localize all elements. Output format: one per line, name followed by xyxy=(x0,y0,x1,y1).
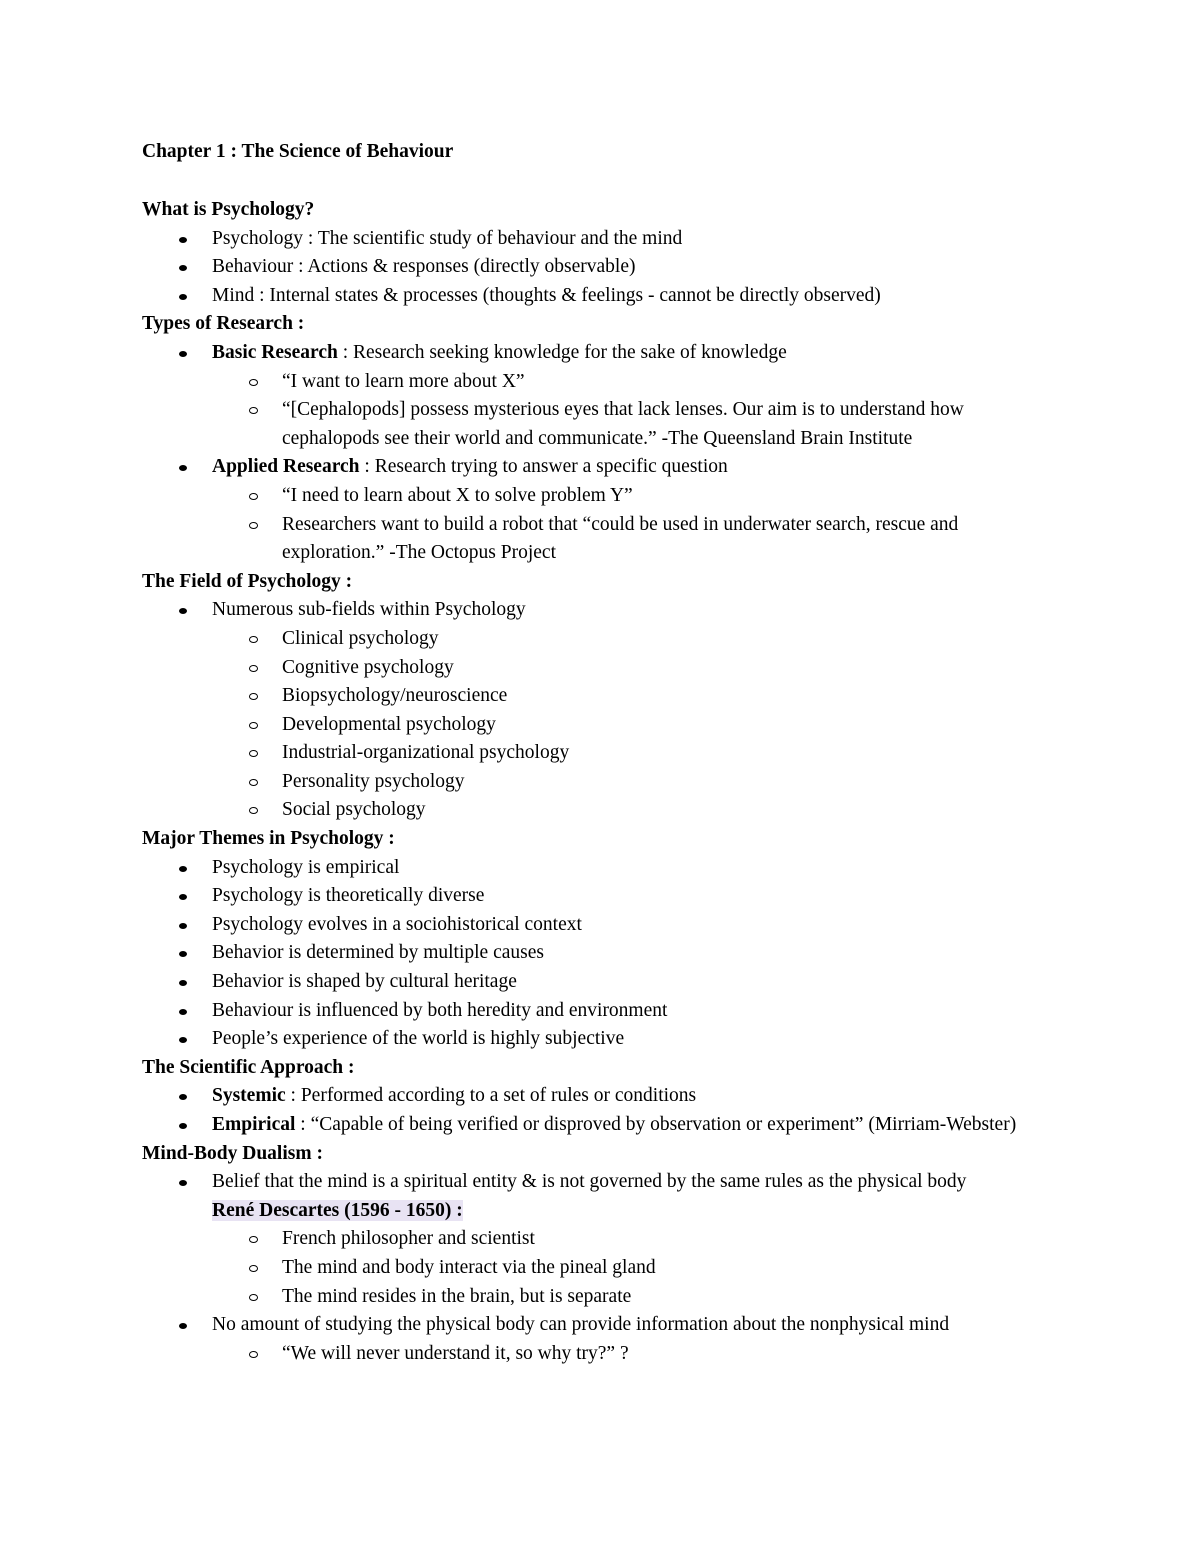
list-item: Behaviour is influenced by both heredity and environment xyxy=(142,997,1062,1026)
heading-what-is-psychology: What is Psychology? xyxy=(142,199,315,220)
descartes-highlight: René Descartes (1596 - 1650) : xyxy=(212,1199,463,1221)
sublist-subfields xyxy=(212,625,1062,825)
spacer xyxy=(142,167,1062,196)
term-empirical: Empirical xyxy=(212,1114,296,1135)
sub-item: “I want to learn more about X” xyxy=(212,368,1062,397)
sublist-never-understand xyxy=(212,1340,1062,1369)
list-item: Behavior is determined by multiple causes xyxy=(142,939,1062,968)
sub-item: The mind and body interact via the pineal gland xyxy=(212,1254,1062,1283)
list-item: Behavior is shaped by cultural heritage xyxy=(142,968,1062,997)
sub-item: Researchers want to build a robot that “could be used in underwater search, rescue and exploration.” -The Octopus Project xyxy=(212,511,1062,568)
term-basic-research: Basic Research xyxy=(212,341,338,363)
list-item-empirical xyxy=(142,1111,1062,1140)
list-item-basic-research xyxy=(142,339,1062,453)
def-basic-research: : Research seeking knowledge for the sake of knowledge xyxy=(337,341,787,363)
sub-item: French philosopher and scientist xyxy=(212,1225,1062,1254)
list-what-is xyxy=(142,225,1062,311)
def-systemic: : Performed according to a set of rules or conditions xyxy=(285,1085,697,1107)
sub-item: Social psychology xyxy=(212,796,1062,825)
sublist-descartes xyxy=(212,1225,1062,1311)
dualism-item-2: No amount of studying the physical body can provide information about the nonphysical mind xyxy=(212,1314,950,1336)
list-item xyxy=(142,1311,1062,1368)
list-item: People’s experience of the world is highly subjective xyxy=(142,1025,1062,1054)
list-item: Mind : Internal states & processes (thoughts & feelings - cannot be directly observed) xyxy=(142,282,1062,311)
field-item-text: Numerous sub-fields within Psychology xyxy=(212,599,526,621)
list-types xyxy=(142,339,1062,568)
list-dualism xyxy=(142,1168,1062,1368)
sublist-basic xyxy=(212,368,1062,454)
sub-item: The mind resides in the brain, but is separate xyxy=(212,1283,1062,1312)
sub-item: “We will never understand it, so why try?” ? xyxy=(212,1340,1062,1369)
term-systemic: Systemic xyxy=(212,1085,286,1107)
sub-item: Personality psychology xyxy=(212,768,1062,797)
list-item-applied-research xyxy=(142,453,1062,567)
def-empirical: : “Capable of being verified or disproved by observation or experiment” (Mirriam-Webster) xyxy=(295,1114,1017,1135)
list-item xyxy=(142,596,1062,825)
sub-item: “[Cephalopods] possess mysterious eyes that lack lenses. Our aim is to understand how cephalopods see their world and communicate.” -The Queensland Brain Institute xyxy=(212,396,1062,453)
list-item xyxy=(142,1168,1062,1311)
sub-item: Biopsychology/neuroscience xyxy=(212,682,1062,711)
document-page xyxy=(142,138,1062,1368)
term-applied-research: Applied Research xyxy=(212,456,360,478)
list-field xyxy=(142,596,1062,825)
list-item: Psychology : The scientific study of behaviour and the mind xyxy=(142,225,1062,254)
list-item: Psychology evolves in a sociohistorical context xyxy=(142,911,1062,940)
dualism-item-1: Belief that the mind is a spiritual entity & is not governed by the same rules as the physical body xyxy=(212,1171,967,1193)
sub-item: Developmental psychology xyxy=(212,711,1062,740)
list-item: Behaviour : Actions & responses (directly observable) xyxy=(142,253,1062,282)
sublist-applied xyxy=(212,482,1062,568)
list-item: Psychology is theoretically diverse xyxy=(142,882,1062,911)
sub-item: Clinical psychology xyxy=(212,625,1062,654)
list-item: Psychology is empirical xyxy=(142,854,1062,883)
list-item-systemic xyxy=(142,1082,1062,1111)
sub-item: Cognitive psychology xyxy=(212,654,1062,683)
sub-item: “I need to learn about X to solve problem Y” xyxy=(212,482,1062,511)
chapter-title: Chapter 1 : The Science of Behaviour xyxy=(142,141,454,162)
def-applied-research: : Research trying to answer a specific question xyxy=(359,456,728,478)
heading-scientific-approach: The Scientific Approach : xyxy=(142,1056,355,1078)
list-themes xyxy=(142,854,1062,1054)
list-scientific xyxy=(142,1082,1062,1139)
sub-item: Industrial-organizational psychology xyxy=(212,739,1062,768)
heading-field-of-psychology: The Field of Psychology : xyxy=(142,570,353,592)
heading-major-themes: Major Themes in Psychology : xyxy=(142,828,395,850)
heading-mind-body-dualism: Mind-Body Dualism : xyxy=(142,1142,323,1164)
heading-types-of-research: Types of Research : xyxy=(142,313,305,335)
